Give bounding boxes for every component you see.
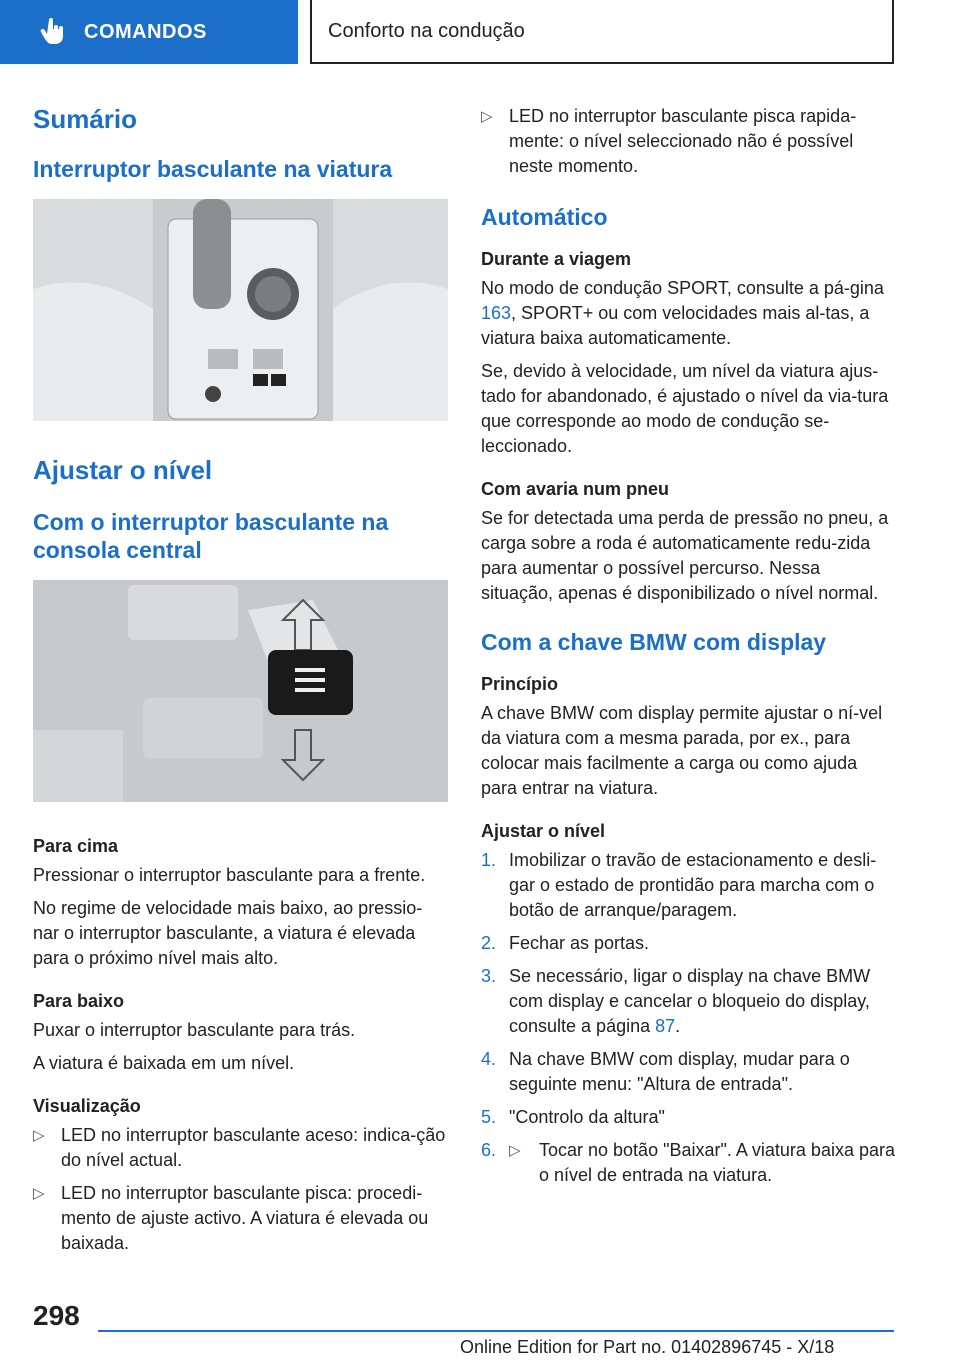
heading-automatico: Automático bbox=[481, 204, 608, 230]
triangle-bullet-icon: ▷ bbox=[481, 108, 493, 125]
principio-text: A chave BMW com display permite ajustar o ní-vel da viatura com a mesma parada, por ex., para colocar mais facilmente a carga ou como ajuda para entrar na viatura. bbox=[481, 703, 883, 798]
footer-edition: Online Edition for Part no. 01402896745 - X/18 bbox=[460, 1337, 835, 1357]
para-cima-text-2: No regime de velocidade mais baixo, ao pressio-nar o interruptor basculante, a viatura é elevada para o próximo nível mais alto. bbox=[33, 898, 423, 968]
heading-consola-central: Com o interruptor basculante na consola central bbox=[33, 509, 389, 563]
chapter-header bbox=[310, 0, 894, 64]
viagem-text-2: Se, devido à velocidade, um nível da viatura ajus-tado for abandonado, é ajustado o nível da via-tura que corresponde ao modo de condução se-leccionado. bbox=[481, 361, 889, 456]
right-column bbox=[481, 104, 895, 1188]
footer-divider bbox=[98, 1330, 894, 1332]
rocker-switch-photo-image bbox=[33, 580, 448, 802]
heading-chave-display: Com a chave BMW com display bbox=[481, 629, 827, 655]
list-item-text: LED no interruptor basculante pisca rapida-mente: o nível seleccionado não é possível neste momento. bbox=[509, 106, 857, 176]
avaria-text: Se for detectada uma perda de pressão no pneu, a carga sobre a roda é automaticamente redu-zida para aumentar o possível percurso. Nessa situação, apenas é disponibilizado o nível normal. bbox=[481, 508, 889, 603]
step-item: 3. Se necessário, ligar o display na chave BMW com display e cancelar o bloqueio do display, consulte a página 87. bbox=[481, 966, 871, 1036]
left-column bbox=[33, 92, 448, 1256]
heading-interruptor-viatura: Interruptor basculante na viatura bbox=[33, 156, 393, 182]
para-baixo-text-1: Puxar o interruptor basculante para trás. bbox=[33, 1020, 356, 1040]
para-cima-text-1: Pressionar o interruptor basculante para a frente. bbox=[33, 865, 426, 885]
step-item: 6. ▷ Tocar no botão "Baixar". A viatura baixa para o nível de entrada na viatura. bbox=[481, 1138, 895, 1188]
list-item bbox=[481, 104, 895, 179]
heading-visualizacao: Visualização bbox=[33, 1096, 141, 1116]
heading-ajustar-nivel: Ajustar o nível bbox=[33, 455, 213, 485]
step-item: 4. Na chave BMW com display, mudar para o seguinte menu: "Altura de entrada". bbox=[481, 1049, 850, 1094]
heading-durante-viagem: Durante a viagem bbox=[481, 249, 632, 269]
page-link-163[interactable]: 163 bbox=[481, 303, 512, 323]
list-item bbox=[33, 1123, 448, 1173]
para-baixo-text-2: A viatura é baixada em um nível. bbox=[33, 1053, 295, 1073]
console-photo-image bbox=[33, 199, 448, 421]
hand-pointer-icon bbox=[38, 17, 68, 47]
heading-para-baixo: Para baixo bbox=[33, 991, 125, 1011]
step-item: 5. "Controlo da altura" bbox=[481, 1107, 665, 1127]
section-tab bbox=[0, 0, 298, 64]
list-item-text: LED no interruptor basculante pisca: procedi-mento de ajuste activo. A viatura é elevada ou baixada. bbox=[61, 1183, 429, 1253]
section-title: COMANDOS bbox=[84, 20, 207, 43]
chapter-title: Conforto na condução bbox=[328, 19, 525, 42]
heading-ajustar-nivel-steps: Ajustar o nível bbox=[481, 821, 606, 841]
list-item bbox=[33, 1181, 448, 1256]
step-item: 2. Fechar as portas. bbox=[481, 933, 650, 953]
step-item: 1. Imobilizar o travão de estacionamento e desli-gar o estado de prontidão para marcha com o botão de arranque/paragem. bbox=[481, 850, 877, 920]
page-link-87[interactable]: 87 bbox=[655, 1016, 676, 1036]
triangle-bullet-icon: ▷ bbox=[33, 1127, 45, 1144]
list-item-text: LED no interruptor basculante aceso: indica-ção do nível actual. bbox=[61, 1125, 446, 1170]
heading-avaria-pneu: Com avaria num pneu bbox=[481, 479, 670, 499]
heading-principio: Princípio bbox=[481, 674, 559, 694]
viagem-text-1: No modo de condução SPORT, consulte a pá-gina 163, SPORT+ ou com velocidades mais al-tas, a viatura baixa automaticamente. bbox=[481, 278, 884, 348]
heading-para-cima: Para cima bbox=[33, 836, 119, 856]
heading-sumario: Sumário bbox=[33, 104, 138, 134]
page-number: 298 bbox=[33, 1300, 80, 1331]
triangle-bullet-icon: ▷ bbox=[509, 1142, 521, 1159]
triangle-bullet-icon: ▷ bbox=[33, 1185, 45, 1202]
